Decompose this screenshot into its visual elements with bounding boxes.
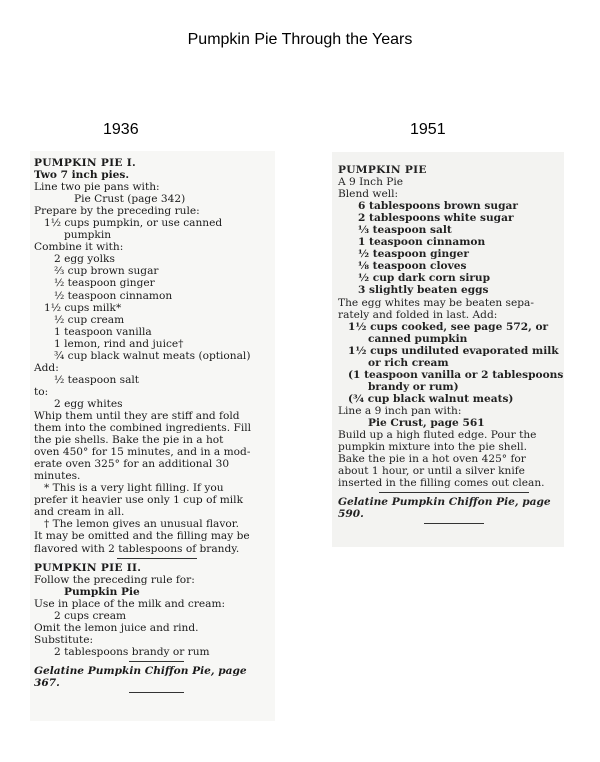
page-title: Pumpkin Pie Through the Years [187, 31, 413, 48]
recipe-line: Gelatine Pumpkin Chiffon Pie, page [34, 664, 247, 677]
recipe-line: them into the combined ingredients. Fill [34, 422, 251, 435]
recipe-line: 1½ cups pumpkin, or use canned [44, 217, 223, 230]
recipe-line: 2 tablespoons brandy or rum [54, 645, 210, 658]
recipe-line: 2 egg yolks [54, 253, 115, 266]
recipe-line: ⅔ cup brown sugar [54, 265, 159, 278]
recipe-line: 6 tablespoons brown sugar [358, 200, 518, 213]
recipe-line: ⅛ teaspoon cloves [358, 260, 467, 273]
recipe-line: the pie shells. Bake the pie in a hot [34, 434, 224, 447]
recipe-line: pumpkin [64, 229, 112, 242]
recipe-line: 2 tablespoons white sugar [358, 212, 514, 225]
recipe-line: (1 teaspoon vanilla or 2 tablespoons [348, 368, 564, 381]
recipe-line: Build up a high fluted edge. Pour the [338, 429, 537, 442]
recipe-line: ½ cup dark corn sirup [358, 272, 491, 285]
recipe-line: 3 slightly beaten eggs [358, 284, 489, 297]
recipe-line: The egg whites may be beaten sepa- [338, 296, 534, 309]
recipe-line: ½ teaspoon cinnamon [54, 289, 173, 302]
recipe-line: (¾ cup black walnut meats) [348, 392, 514, 405]
recipe-line: ½ cup cream [54, 313, 125, 326]
recipe-line: brandy or rum) [368, 380, 459, 393]
recipe-line: pumpkin mixture into the pie shell. [338, 441, 528, 454]
recipe-line: A 9 Inch Pie [338, 176, 404, 189]
recipe-line: Two 7 inch pies. [34, 169, 130, 182]
recipe-line: 1½ cups undiluted evaporated milk [348, 344, 559, 357]
recipe-line: Use in place of the milk and cream: [34, 597, 226, 610]
recipe-line: 1 lemon, rind and juice† [54, 337, 184, 350]
divider-rule [424, 523, 484, 524]
recipe-line: Line two pie pans with: [34, 181, 160, 194]
recipe-line: oven 450° for 15 minutes, and in a mod- [34, 446, 251, 459]
recipe-scan-1951 [332, 152, 564, 547]
divider-rule [129, 661, 184, 662]
recipe-line: inserted in the filling comes out clean. [338, 477, 545, 490]
recipe-line: 1 teaspoon vanilla [54, 325, 152, 338]
recipe-line: Blend well: [338, 188, 399, 201]
recipe-heading: PUMPKIN PIE I. [34, 157, 136, 169]
recipe-line: ½ teaspoon salt [54, 373, 140, 386]
recipe-line: Prepare by the preceding rule: [34, 205, 200, 218]
recipe-line: Line a 9 inch pan with: [338, 404, 462, 417]
recipe-line: Add: [34, 361, 59, 374]
recipe-line: or rich cream [368, 356, 449, 369]
recipe-line: Pumpkin Pie [64, 585, 140, 598]
recipe-line: and cream in all. [34, 506, 125, 519]
recipe-line: It may be omitted and the filling may be [34, 530, 250, 543]
recipe-line: Combine it with: [34, 241, 124, 254]
recipe-line: * This is a very light filling. If you [44, 482, 224, 495]
recipe-line: Whip them until they are stiff and fold [34, 409, 240, 422]
recipe-text-1936 [30, 151, 275, 696]
recipe-line: ⅓ teaspoon salt [358, 224, 452, 237]
year-label-1951: 1951 [410, 121, 446, 138]
recipe-line: ½ teaspoon ginger [54, 277, 155, 290]
divider-rule [379, 492, 529, 493]
recipe-line: Pie Crust, page 561 [368, 416, 485, 429]
recipe-line: Gelatine Pumpkin Chiffon Pie, page [338, 496, 551, 509]
recipe-line: to: [34, 385, 49, 398]
recipe-line: prefer it heavier use only 1 cup of milk [34, 494, 243, 507]
recipe-line: about 1 hour, or until a silver knife [338, 465, 525, 478]
recipe-line: 1½ cups cooked, see page 572, or [348, 320, 549, 333]
recipe-line: † The lemon gives an unusual flavor. [44, 518, 240, 531]
recipe-line: Pie Crust (page 342) [74, 193, 186, 206]
divider-rule [117, 558, 197, 559]
recipe-line: minutes. [34, 470, 81, 483]
recipe-line: canned pumpkin [368, 332, 468, 345]
recipe-heading: PUMPKIN PIE [338, 164, 427, 176]
recipe-line: Substitute: [34, 633, 94, 646]
recipe-line: erate oven 325° for an additional 30 [34, 458, 230, 471]
recipe-line: Omit the lemon juice and rind. [34, 621, 199, 634]
recipe-line: 590. [338, 508, 364, 521]
year-label-1936: 1936 [103, 121, 139, 138]
recipe-text-1951 [332, 152, 564, 527]
recipe-heading: PUMPKIN PIE II. [34, 561, 142, 574]
recipe-line: Bake the pie in a hot oven 425° for [338, 453, 526, 466]
recipe-line: 1½ cups milk* [44, 301, 122, 314]
recipe-line: ½ teaspoon ginger [358, 248, 469, 261]
divider-rule [129, 692, 184, 693]
recipe-line: 2 egg whites [54, 397, 123, 410]
recipe-line: 1 teaspoon cinnamon [358, 236, 486, 249]
recipe-line: rately and folded in last. Add: [338, 308, 498, 321]
recipe-line: 2 cups cream [54, 609, 127, 622]
recipe-line: ¾ cup black walnut meats (optional) [54, 349, 251, 362]
recipe-line: Follow the preceding rule for: [34, 573, 195, 586]
recipe-line: flavored with 2 tablespoons of brandy. [34, 542, 240, 555]
recipe-line: 367. [34, 676, 60, 689]
recipe-scan-1936 [30, 151, 275, 721]
